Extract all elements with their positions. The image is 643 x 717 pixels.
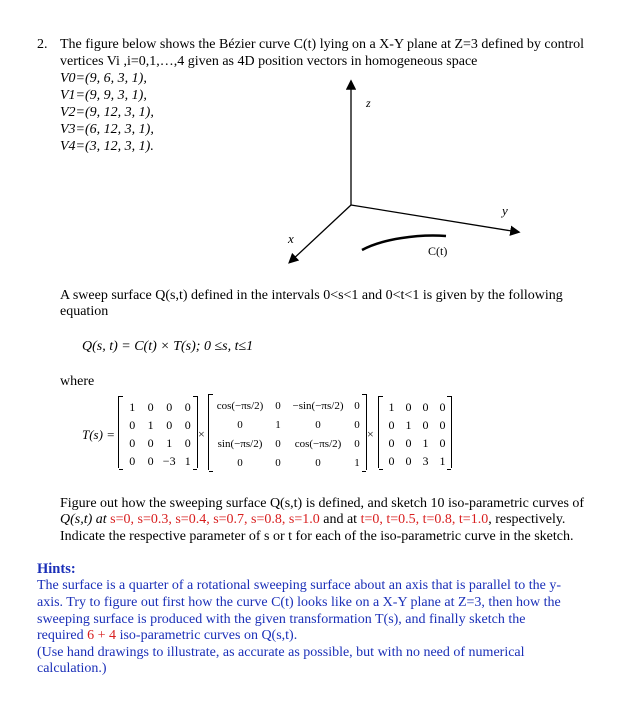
hints-line-4 [37,628,297,644]
task-line-1: Figure out how the sweeping surface Q(s,t) is defined, and sketch 10 iso-parametric curves of [60,496,585,511]
hints-line-4-prefix: required [37,628,88,643]
matrix-translate-up: 1 0 0 0 0 1 0 0 0 0 1 0 0 0 3 1 [378,396,452,468]
hints-line-3: sweeping surface is produced with the given transformation T(s), and finally sketch the [37,612,526,627]
vertex-v0: V0=(9, 6, 3, 1), [60,71,147,86]
sweep-equation: Q(s, t) = C(t) × T(s); 0 ≤s, t≤1 [82,339,254,354]
task-and-at: and at [319,512,361,527]
curve-label: C(t) [428,244,448,258]
y-axis [351,205,518,232]
hints-count: 6 + 4 [87,628,117,643]
task-line-2 [60,512,565,528]
task-t-values: t=0, t=0.5, t=0.8, t=1.0 [360,512,489,527]
problem-number: 2. [37,37,48,52]
sweep-line-1: A sweep surface Q(s,t) defined in the intervals 0<s<1 and 0<t<1 is given by the following [60,288,563,303]
vertex-v2: V2=(9, 12, 3, 1), [60,105,154,120]
problem-line-2: vertices Vi ,i=0,1,…,4 given as 4D position vectors in homogeneous space [60,54,478,69]
task-s-values: s=0, s=0.3, s=0.4, s=0.7, s=0.8, s=1.0 [110,512,320,527]
matrix-translate-down: 1 0 0 0 0 1 0 0 0 0 1 0 0 0 −3 1 [118,396,198,468]
task-line-2-prefix: Q(s,t) at [60,512,111,527]
times-2: × [367,427,374,441]
hints-line-1: The surface is a quarter of a rotational sweeping surface about an axis that is parallel to the y- [37,578,562,593]
hints-line-4-suffix: iso-parametric curves on Q(s,t). [116,628,298,643]
task-line-3: Indicate the respective parameter of s or t for each of the iso-parametric curve in the sketch. [60,529,574,544]
T-label: T(s) = [82,427,115,442]
x-axis-label: x [288,231,294,246]
matrix-rotate-y: cos(−πs/2) 0 −sin(−πs/2) 0 0 1 0 0 sin(−πs/2) 0 cos(−πs/2) 0 0 0 0 1 [208,394,367,470]
z-axis-label: z [366,96,371,110]
task-line-2-suffix: , respectively. [488,512,566,527]
vertex-v1: V1=(9, 9, 3, 1), [60,88,147,103]
hints-line-5: (Use hand drawings to illustrate, as accurate as possible, but with no need of numerical [37,645,525,660]
hints-line-6: calculation.) [37,661,107,676]
axis-figure [270,70,530,270]
y-axis-label: y [502,203,508,218]
where-label: where [60,374,95,389]
times-1: × [198,427,205,441]
vertex-v3: V3=(6, 12, 3, 1), [60,122,154,137]
x-axis [290,205,351,262]
vertex-v4: V4=(3, 12, 3, 1). [60,139,154,154]
sweep-line-2: equation [60,304,109,319]
problem-line-1: The figure below shows the Bézier curve C(t) lying on a X-Y plane at Z=3 defined by control [60,37,585,52]
hints-title: Hints: [37,561,76,577]
hints-line-2: axis. Try to figure out first how the curve C(t) looks like on a X-Y plane at Z=3, then how the [37,595,561,610]
